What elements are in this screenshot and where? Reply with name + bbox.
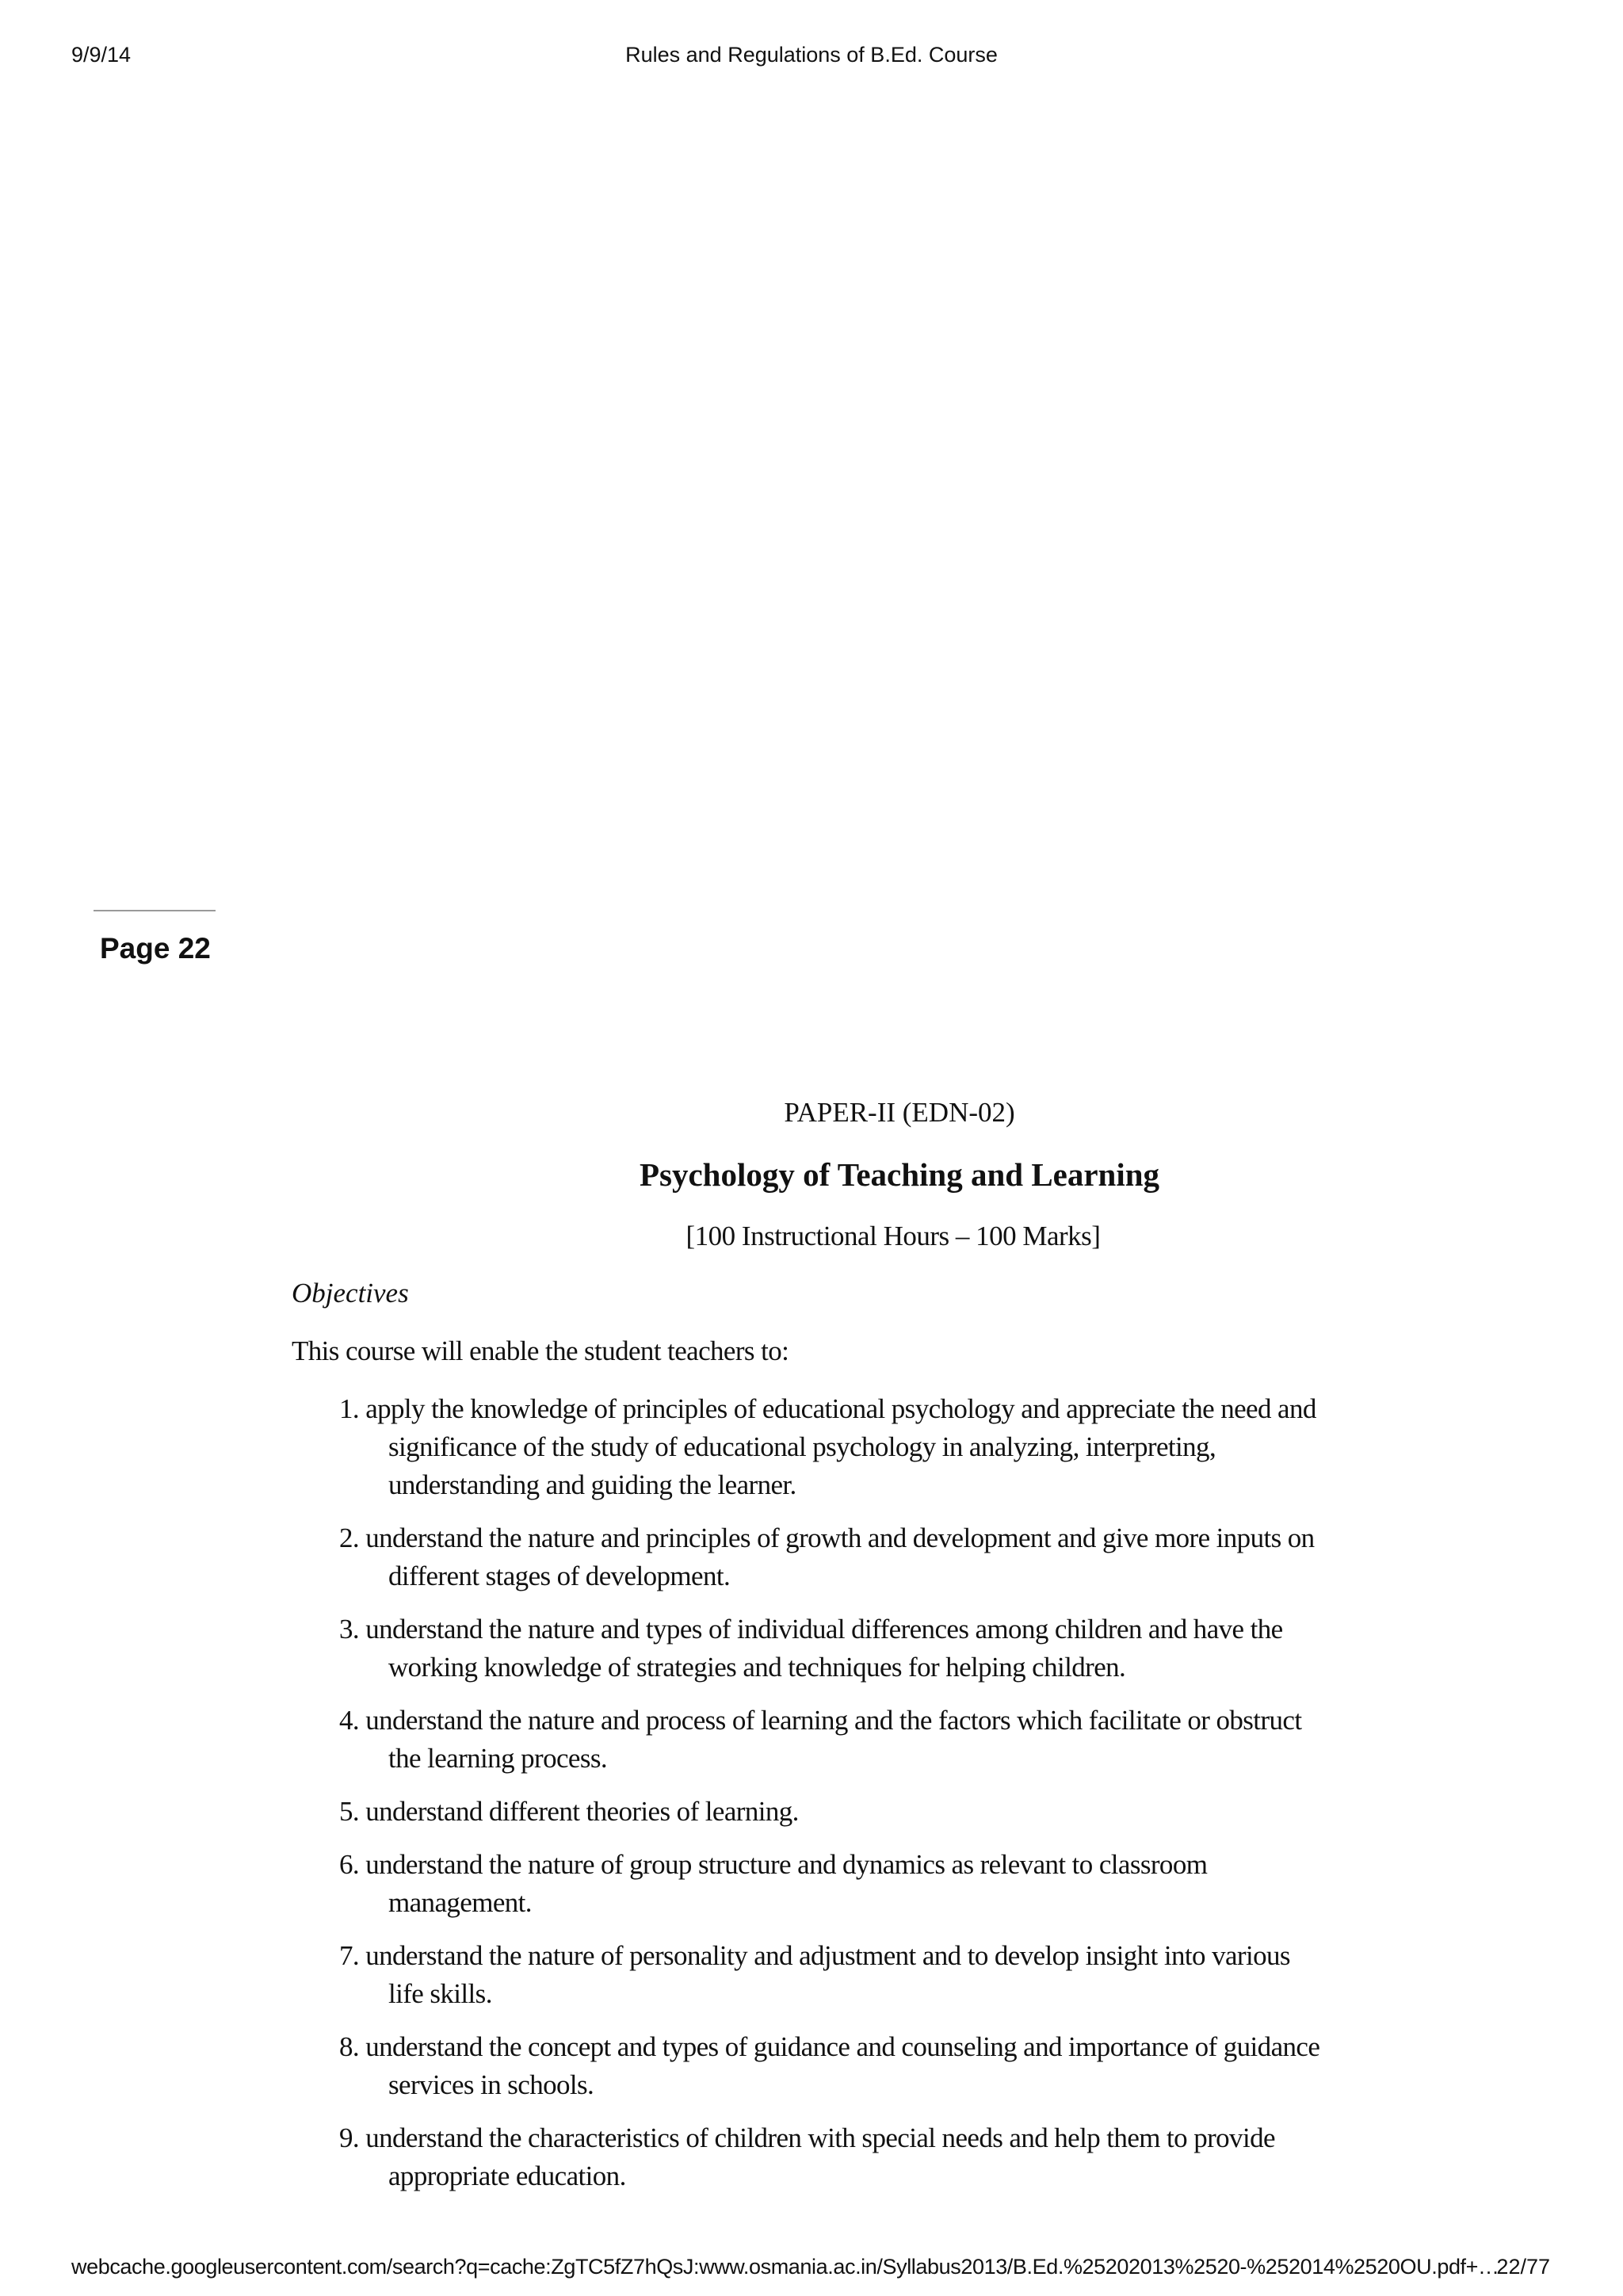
footer-page-count: 22/77 <box>1496 2255 1550 2279</box>
objectives-heading: Objectives <box>292 1278 409 1308</box>
objectives-intro: This course will enable the student teachers to: <box>292 1335 789 1366</box>
objective-item: 8. understand the concept and types of guidance and counseling and importance of guidance services in schools. <box>339 2031 1320 2100</box>
objective-item: 7. understand the nature of personality and adjustment and to develop insight into various life skills. <box>339 1940 1290 2009</box>
paper-code: PAPER-II (EDN-02) <box>784 1097 1015 1128</box>
objective-item: 3. understand the nature and types of individual differences among children and have the working knowledge of strategies and techniques for helping children. <box>339 1614 1283 1683</box>
objective-item: 1. apply the knowledge of principles of educational psychology and appreciate the need and significance of the study of educational psychology in analyzing, interpreting, understanding and guiding the learner. <box>339 1393 1316 1500</box>
objective-item: 6. understand the nature of group structure and dynamics as relevant to classroom management. <box>339 1849 1208 1918</box>
page-divider <box>94 910 216 911</box>
objective-item: 2. understand the nature and principles of growth and development and give more inputs on different stages of development. <box>339 1522 1315 1591</box>
page-number-label: Page 22 <box>100 932 211 965</box>
hours-marks: [100 Instructional Hours – 100 Marks] <box>685 1221 1101 1251</box>
print-date: 9/9/14 <box>71 43 132 67</box>
objective-item: 9. understand the characteristics of children with special needs and help them to provide appropriate education. <box>339 2122 1275 2191</box>
objectives-list <box>339 1390 1385 2210</box>
course-title: Psychology of Teaching and Learning <box>639 1156 1160 1193</box>
objective-item: 4. understand the nature and process of learning and the factors which facilitate or obstruct the learning process. <box>339 1705 1302 1774</box>
objective-item: 5. understand different theories of learning. <box>339 1796 799 1827</box>
footer-url: webcache.googleusercontent.com/search?q=cache:ZgTC5fZ7hQsJ:www.osmania.ac.in/Syllabus2013/B.Ed.%25202013%2520-%252014%2520OU.pdf+… <box>71 2255 1499 2279</box>
print-header-title: Rules and Regulations of B.Ed. Course <box>625 43 998 67</box>
